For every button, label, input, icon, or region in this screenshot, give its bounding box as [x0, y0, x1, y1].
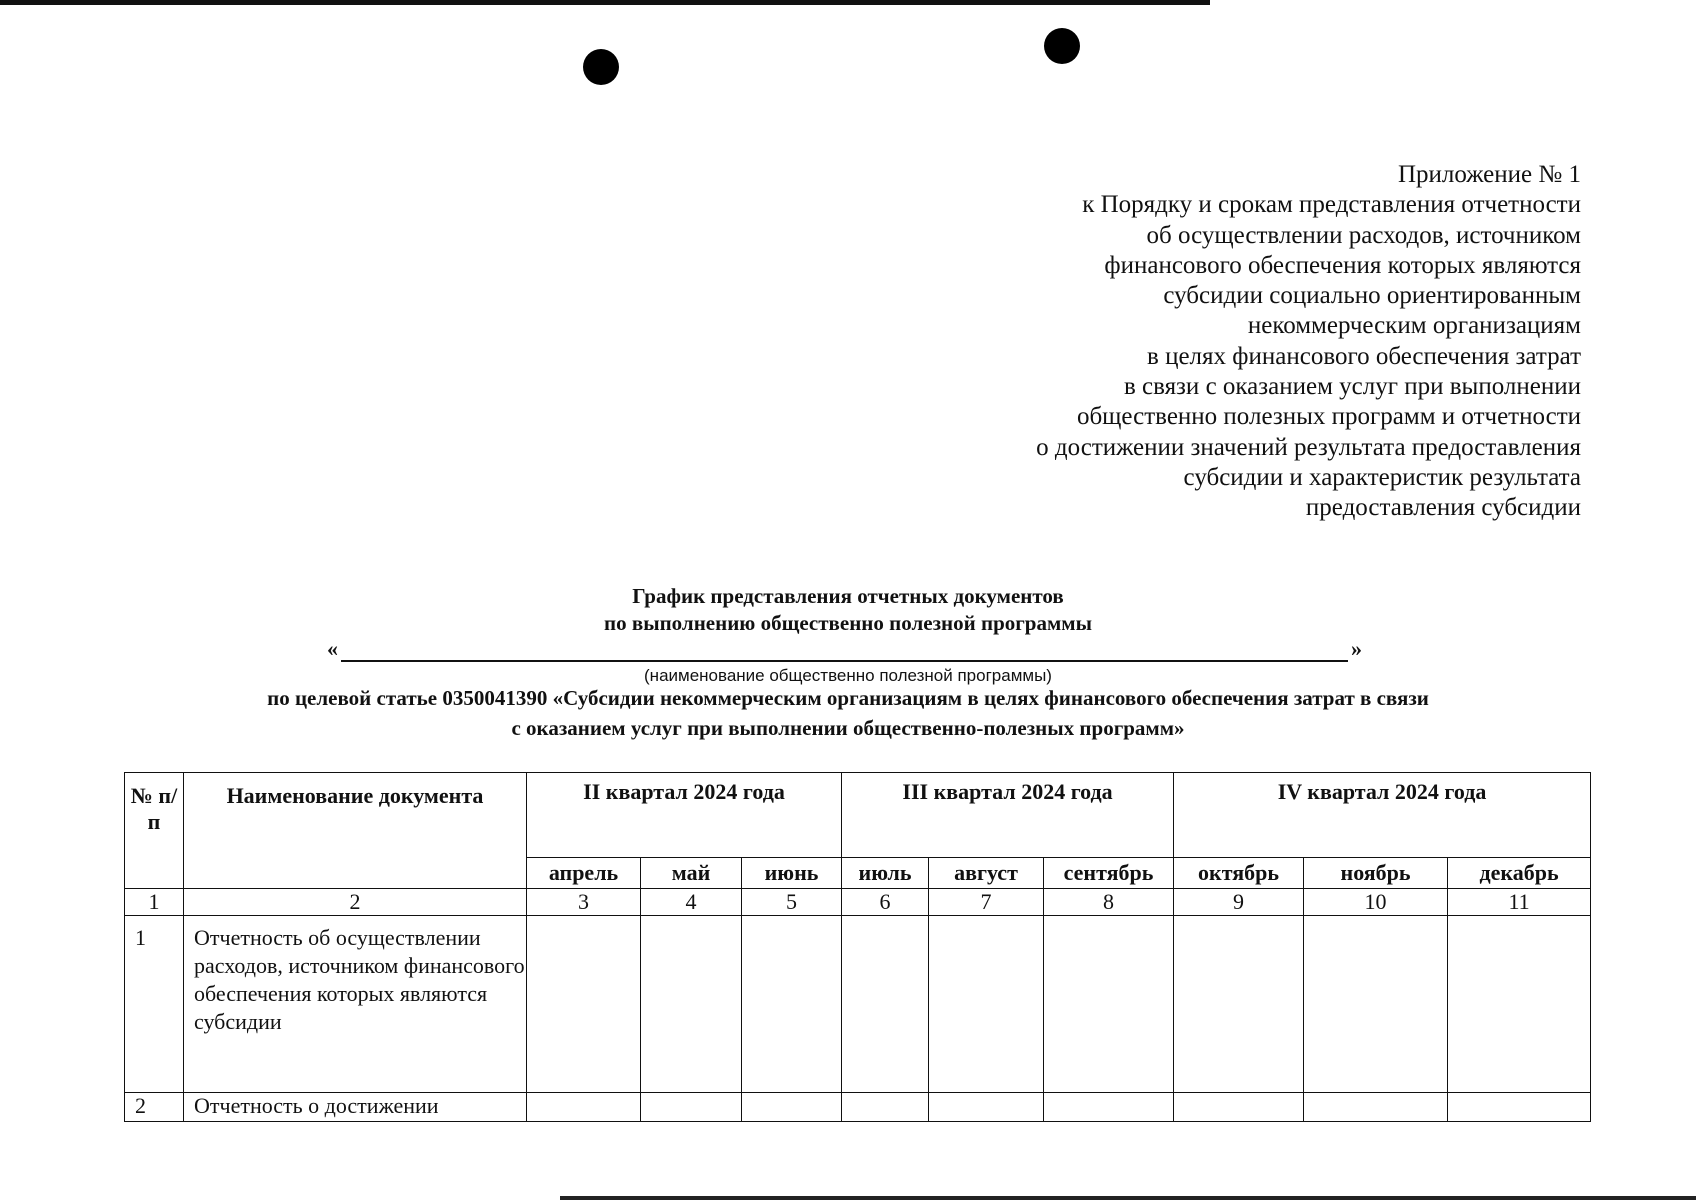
- scan-edge-bottom: [560, 1196, 1696, 1200]
- header-month: декабрь: [1448, 858, 1591, 889]
- schedule-cell: [527, 1093, 641, 1122]
- schedule-cell: [1448, 916, 1591, 1093]
- schedule-cell: [1304, 1093, 1448, 1122]
- column-number: 2: [184, 889, 527, 916]
- header-number: № п/п: [125, 773, 184, 889]
- header-month: июнь: [742, 858, 842, 889]
- blank-underline: [341, 660, 1348, 662]
- table-row: [125, 916, 1591, 1093]
- header-month: июль: [842, 858, 929, 889]
- appendix-line: Приложение № 1: [1397, 161, 1581, 188]
- header-quarter-3: III квартал 2024 года: [842, 773, 1174, 858]
- appendix-line: субсидии социально ориентированным: [1163, 282, 1581, 310]
- schedule-cell: [527, 916, 641, 1093]
- appendix-line: некоммерческим организациям: [1247, 312, 1581, 340]
- column-number: 8: [1044, 889, 1174, 916]
- appendix-line: предоставления субсидии: [1305, 494, 1581, 522]
- row-index: 2: [125, 1093, 184, 1122]
- header-month: ноябрь: [1304, 858, 1448, 889]
- row-index: 1: [125, 916, 184, 1093]
- schedule-cell: [1448, 1093, 1591, 1122]
- table-row: [125, 1093, 1591, 1122]
- schedule-cell: [842, 1093, 929, 1122]
- document-title: График представления отчетных документов: [632, 584, 1064, 608]
- target-article-line2: с оказанием услуг при выполнении общественно-полезных программ»: [511, 716, 1185, 740]
- appendix-line: субсидии и характеристик результата: [1183, 463, 1581, 491]
- header-month: октябрь: [1174, 858, 1304, 889]
- schedule-cell: [742, 916, 842, 1093]
- schedule-cell: [1304, 916, 1448, 1093]
- appendix-line: к Порядку и срокам представления отчетности: [1082, 191, 1581, 219]
- appendix-line: в целях финансового обеспечения затрат: [1147, 342, 1581, 370]
- column-number: 5: [742, 889, 842, 916]
- schedule-cell: [1044, 1093, 1174, 1122]
- header-quarter-2: II квартал 2024 года: [527, 773, 842, 858]
- column-number: 6: [842, 889, 929, 916]
- schedule-cell: [929, 1093, 1044, 1122]
- program-name-blank: [327, 636, 1362, 664]
- column-number: 7: [929, 889, 1044, 916]
- header-quarter-4: IV квартал 2024 года: [1174, 773, 1591, 858]
- column-number: 3: [527, 889, 641, 916]
- schedule-cell: [742, 1093, 842, 1122]
- appendix-line: финансового обеспечения которых являются: [1104, 251, 1581, 279]
- schedule-cell: [641, 1093, 742, 1122]
- column-number: 11: [1448, 889, 1591, 916]
- column-number: 4: [641, 889, 742, 916]
- appendix-line: в связи с оказанием услуг при выполнении: [1123, 373, 1581, 401]
- schedule-table: [124, 772, 1591, 1122]
- appendix-block: [941, 160, 1581, 524]
- punch-hole-right: [1044, 28, 1080, 64]
- schedule-cell: [641, 916, 742, 1093]
- appendix-line: о достижении значений результата предоставления: [1036, 433, 1581, 461]
- appendix-line: об осуществлении расходов, источником: [1146, 221, 1581, 249]
- target-article-line1: по целевой статье 0350041390 «Субсидии некоммерческим организациям в целях финансового обеспечения затрат в связи: [267, 686, 1429, 710]
- schedule-cell: [929, 916, 1044, 1093]
- header-month: сентябрь: [1044, 858, 1174, 889]
- column-number: 10: [1304, 889, 1448, 916]
- header-month: август: [929, 858, 1044, 889]
- schedule-cell: [1044, 916, 1174, 1093]
- close-quote: »: [1351, 636, 1362, 661]
- appendix-line: общественно полезных программ и отчетности: [1076, 403, 1581, 431]
- header-month: апрель: [527, 858, 641, 889]
- header-document-name: Наименование документа: [184, 773, 527, 889]
- header-month: май: [641, 858, 742, 889]
- scan-edge-top: [0, 0, 1210, 5]
- row-document-name: Отчетность об осуществлении расходов, источником финансового обеспечения которых являются субсидии: [184, 916, 527, 1093]
- program-name-note: (наименование общественно полезной программы): [644, 666, 1052, 685]
- punch-hole-left: [583, 49, 619, 85]
- open-quote: «: [327, 636, 338, 661]
- column-number: 1: [125, 889, 184, 916]
- document-subtitle: по выполнению общественно полезной программы: [604, 611, 1092, 635]
- schedule-cell: [842, 916, 929, 1093]
- column-number: 9: [1174, 889, 1304, 916]
- schedule-cell: [1174, 1093, 1304, 1122]
- row-document-name: Отчетность о достижении: [184, 1093, 527, 1122]
- schedule-cell: [1174, 916, 1304, 1093]
